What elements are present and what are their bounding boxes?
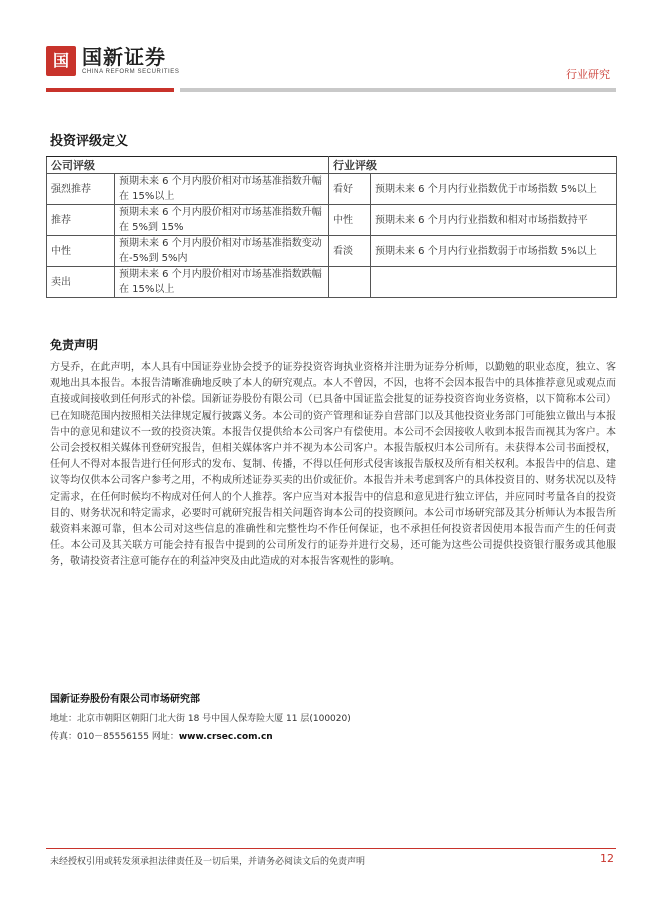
footer-notice: 未经授权引用或转发须承担法律责任及一切后果，并请务必阅读文后的免责声明 — [50, 857, 366, 867]
contact-line — [50, 729, 273, 742]
company-rating-cell: 强烈推荐 — [47, 174, 115, 205]
industry-rating-cell: 看淡 — [329, 236, 371, 267]
company-rating-cell: 中性 — [47, 236, 115, 267]
company-address: 地址：北京市朝阳区朝阳门北大街 18 号中国人保寿险大厦 11 层(100020) — [50, 714, 351, 724]
company-rating-header: 公司评级 — [47, 157, 329, 174]
table-row — [47, 236, 617, 267]
industry-rating-cell: 看好 — [329, 174, 371, 205]
company-rating-cell: 卖出 — [47, 267, 115, 298]
disclaimer-text: 方旻乔，在此声明，本人具有中国证券业协会授予的证券投资咨询执业资格并注册为证券分析师，以勤勉的职业态度，独立、客观地出具本报告。本报告清晰准确地反映了本人的研究观点。本人不曾因，不因，也将不会因本报告中的具体推荐意见或观点而直接或间接收到任何形式的补偿。国新证券股份有限公司（已具备中国证监会批复的证券投资咨询业务资格，以下简称本公司）已在知晓范围内按照相关法律规定履行披露义务。本公司的资产管理和证券自营部门以及其他投资业务部门可能独立做出与本报告中的意见和建议不一致的投资决策。本报告仅提供给本公司客户有偿使用。本公司不会因接收人收到本报告而视其为客户。本公司会授权相关媒体刊登研究报告，但相关媒体客户并不视为本公司客户。本报告版权归本公司所有。未获得本公司书面授权，任何人不得对本报告进行任何形式的发布、复制、传播，不得以任何形式侵害该报告版权及所有相关权利。本报告中的信息、建议等均仅供本公司客户参考之用，不构成所述证券买卖的出价或征价。本报告并未考虑到客户的具体投资目的、财务状况以及特定需求，在任何时候均不构成对任何人的个人推荐。客户应当对本报告中的信息和意见进行独立评估，并应同时考量各自的投资目的、财务状况和特定需求，必要时可就研究报告相关问题咨询本公司的投资顾问。本公司市场研究部及其分析师认为本报告所载资料来源可靠，但本公司对这些信息的准确性和完整性均不作任何保证，也不承担任何投资者因使用本报告而产生的任何责任。本公司及其关联方可能会持有报告中提到的公司所发行的证券并进行交易，还可能为这些公司提供投资银行服务或其他服务，敬请投资者注意可能存在的利益冲突及由此造成的对本报告客观性的影响。 — [50, 362, 616, 568]
header-divider — [46, 88, 616, 92]
company-rating-desc: 预期未来 6 个月内股价相对市场基准指数升幅在 15%以上 — [115, 174, 329, 205]
table-row — [47, 174, 617, 205]
company-rating-desc: 预期未来 6 个月内股价相对市场基准指数跌幅在 15%以上 — [115, 267, 329, 298]
fax-label: 传真：010－85556155 网址： — [50, 732, 179, 742]
header-divider-gray — [180, 88, 616, 92]
company-rating-cell: 推荐 — [47, 205, 115, 236]
rating-definition-table — [46, 156, 617, 298]
logo-chinese-name: 国新证券 — [82, 45, 166, 69]
logo-text — [82, 46, 179, 76]
logo-english-name: CHINA REFORM SECURITIES — [82, 69, 180, 75]
rating-definition-title: 投资评级定义 — [50, 134, 129, 149]
document-type-label: 行业研究 — [566, 68, 610, 81]
table-row — [47, 267, 617, 298]
header-divider-red — [46, 88, 174, 92]
industry-rating-cell: 中性 — [329, 205, 371, 236]
industry-rating-desc: 预期未来 6 个月内行业指数和相对市场指数持平 — [371, 205, 617, 236]
industry-rating-desc — [371, 267, 617, 298]
industry-rating-header: 行业评级 — [329, 157, 617, 174]
footer-divider — [46, 848, 616, 849]
table-row — [47, 205, 617, 236]
industry-rating-desc: 预期未来 6 个月内行业指数弱于市场指数 5%以上 — [371, 236, 617, 267]
company-department-name: 国新证券股份有限公司市场研究部 — [50, 694, 200, 705]
industry-rating-desc: 预期未来 6 个月内行业指数优于市场指数 5%以上 — [371, 174, 617, 205]
table-header-row — [47, 157, 617, 174]
company-logo — [46, 44, 179, 78]
logo-mark-icon: 国 — [46, 46, 76, 76]
company-rating-desc: 预期未来 6 个月内股价相对市场基准指数变动在-5%到 5%内 — [115, 236, 329, 267]
industry-rating-cell — [329, 267, 371, 298]
disclaimer-title: 免责声明 — [50, 338, 99, 352]
website-link[interactable]: www.crsec.com.cn — [178, 732, 273, 742]
company-rating-desc: 预期未来 6 个月内股价相对市场基准指数升幅在 5%到 15% — [115, 205, 329, 236]
page-number: 12 — [600, 852, 614, 865]
